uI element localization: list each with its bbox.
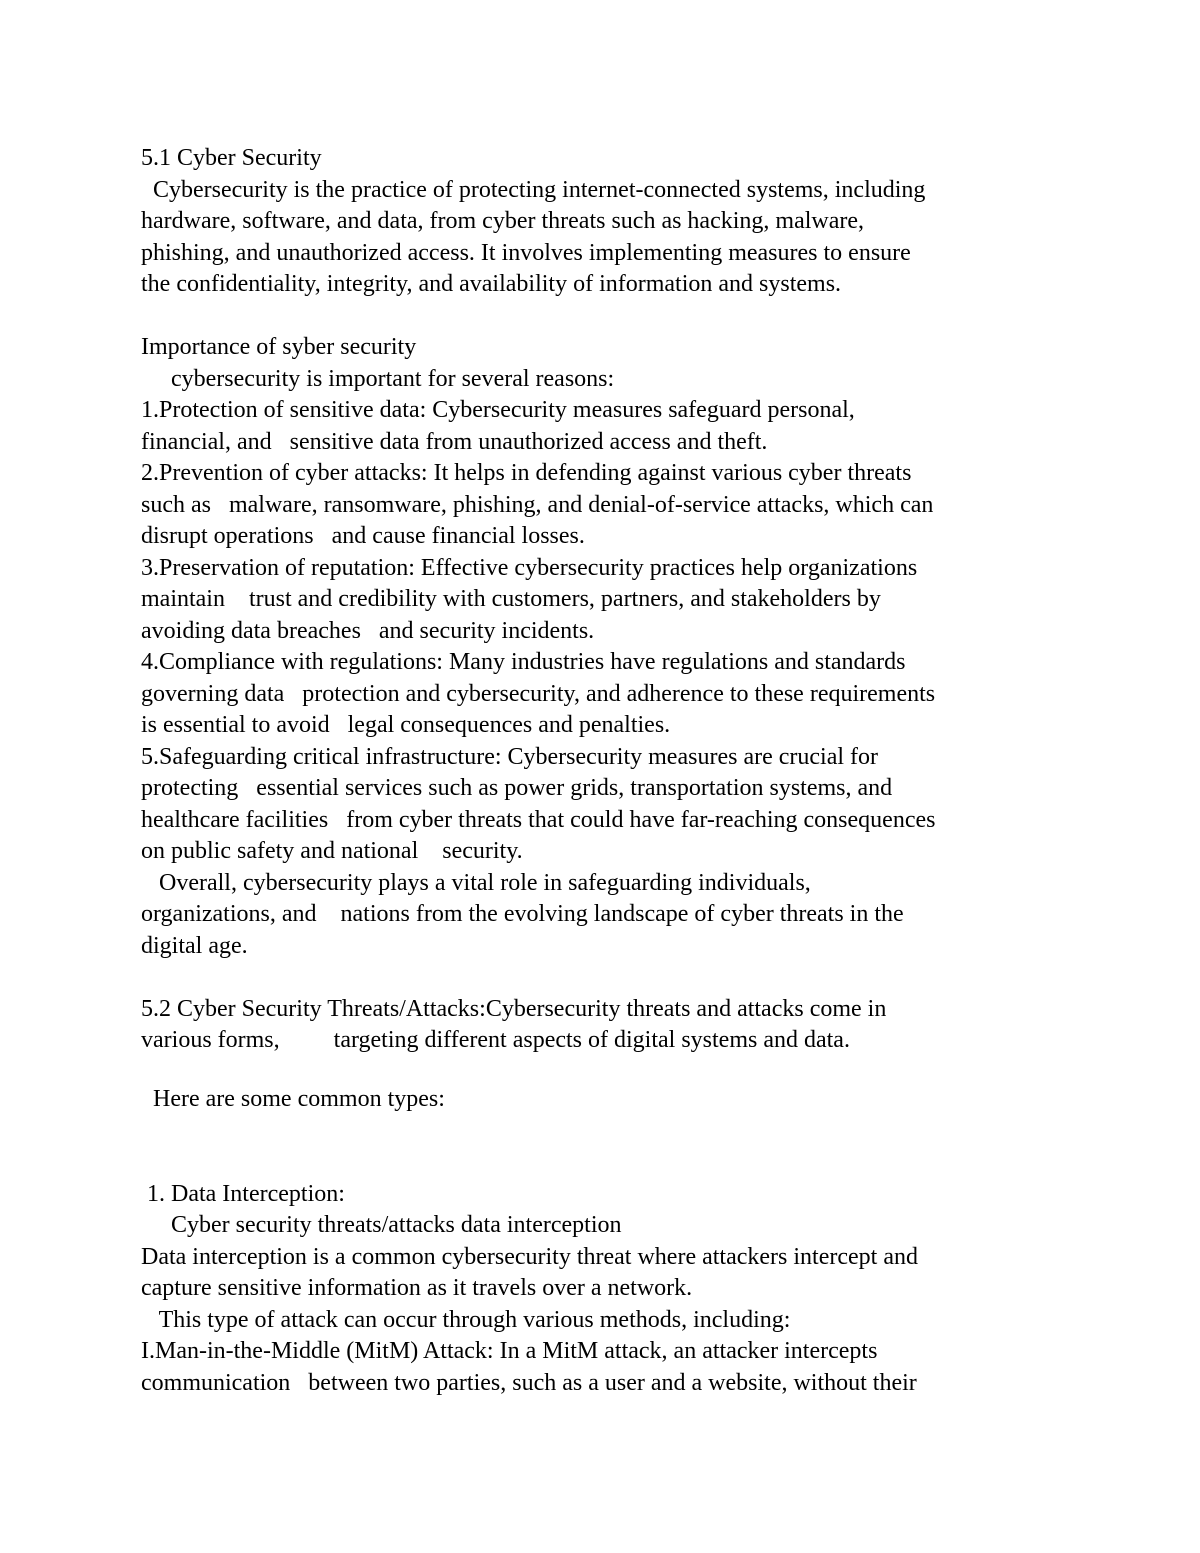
subheading-importance: Importance of syber security [141, 334, 417, 360]
paragraph-line: various forms, targeting different aspects of digital systems and data. [141, 1027, 850, 1053]
list-item-line: healthcare facilities from cyber threats that could have far-reaching consequences [141, 807, 936, 833]
paragraph-line: hardware, software, and data, from cyber threats such as hacking, malware, [141, 208, 865, 234]
paragraph-line: digital age. [141, 933, 248, 959]
paragraph-line: This type of attack can occur through various methods, including: [141, 1307, 791, 1333]
section-heading-threats: 5.2 Cyber Security Threats/Attacks:Cybersecurity threats and attacks come in [141, 996, 887, 1022]
paragraph-line: Data interception is a common cybersecurity threat where attackers intercept and [141, 1244, 918, 1270]
section-heading-cyber-security: 5.1 Cyber Security [141, 145, 322, 171]
list-item-line: 2.Prevention of cyber attacks: It helps in defending against various cyber threats [141, 460, 912, 486]
list-item-line: such as malware, ransomware, phishing, and denial-of-service attacks, which can [141, 492, 934, 518]
list-item-line: disrupt operations and cause financial losses. [141, 523, 585, 549]
paragraph-line: phishing, and unauthorized access. It involves implementing measures to ensure [141, 240, 911, 266]
list-item-line: I.Man-in-the-Middle (MitM) Attack: In a MitM attack, an attacker intercepts [141, 1338, 878, 1364]
list-item-line: avoiding data breaches and security incidents. [141, 618, 595, 644]
paragraph-line: Overall, cybersecurity plays a vital role in safeguarding individuals, [141, 870, 811, 896]
subheading-data-interception: 1. Data Interception: [141, 1181, 345, 1207]
list-item-line: communication between two parties, such as a user and a website, without their [141, 1370, 917, 1396]
list-item-line: 5.Safeguarding critical infrastructure: Cybersecurity measures are crucial for [141, 744, 879, 770]
list-item-line: 1.Protection of sensitive data: Cybersecurity measures safeguard personal, [141, 397, 855, 423]
paragraph-line: capture sensitive information as it travels over a network. [141, 1275, 693, 1301]
paragraph-line: Cyber security threats/attacks data interception [141, 1212, 622, 1238]
list-item-line: on public safety and national security. [141, 838, 523, 864]
list-item-line: governing data protection and cybersecurity, and adherence to these requirements [141, 681, 936, 707]
list-item-line: protecting essential services such as power grids, transportation systems, and [141, 775, 893, 801]
paragraph-line: Cybersecurity is the practice of protecting internet-connected systems, including [141, 177, 926, 203]
list-item-line: financial, and sensitive data from unauthorized access and theft. [141, 429, 768, 455]
paragraph-line: organizations, and nations from the evolving landscape of cyber threats in the [141, 901, 904, 927]
list-item-line: 3.Preservation of reputation: Effective cybersecurity practices help organizations [141, 555, 918, 581]
list-item-line: is essential to avoid legal consequences and penalties. [141, 712, 671, 738]
list-item-line: maintain trust and credibility with customers, partners, and stakeholders by [141, 586, 881, 612]
paragraph-line: cybersecurity is important for several reasons: [141, 366, 615, 392]
list-item-line: 4.Compliance with regulations: Many industries have regulations and standards [141, 649, 906, 675]
paragraph-line: the confidentiality, integrity, and availability of information and systems. [141, 271, 842, 297]
paragraph-line: Here are some common types: [141, 1086, 445, 1112]
